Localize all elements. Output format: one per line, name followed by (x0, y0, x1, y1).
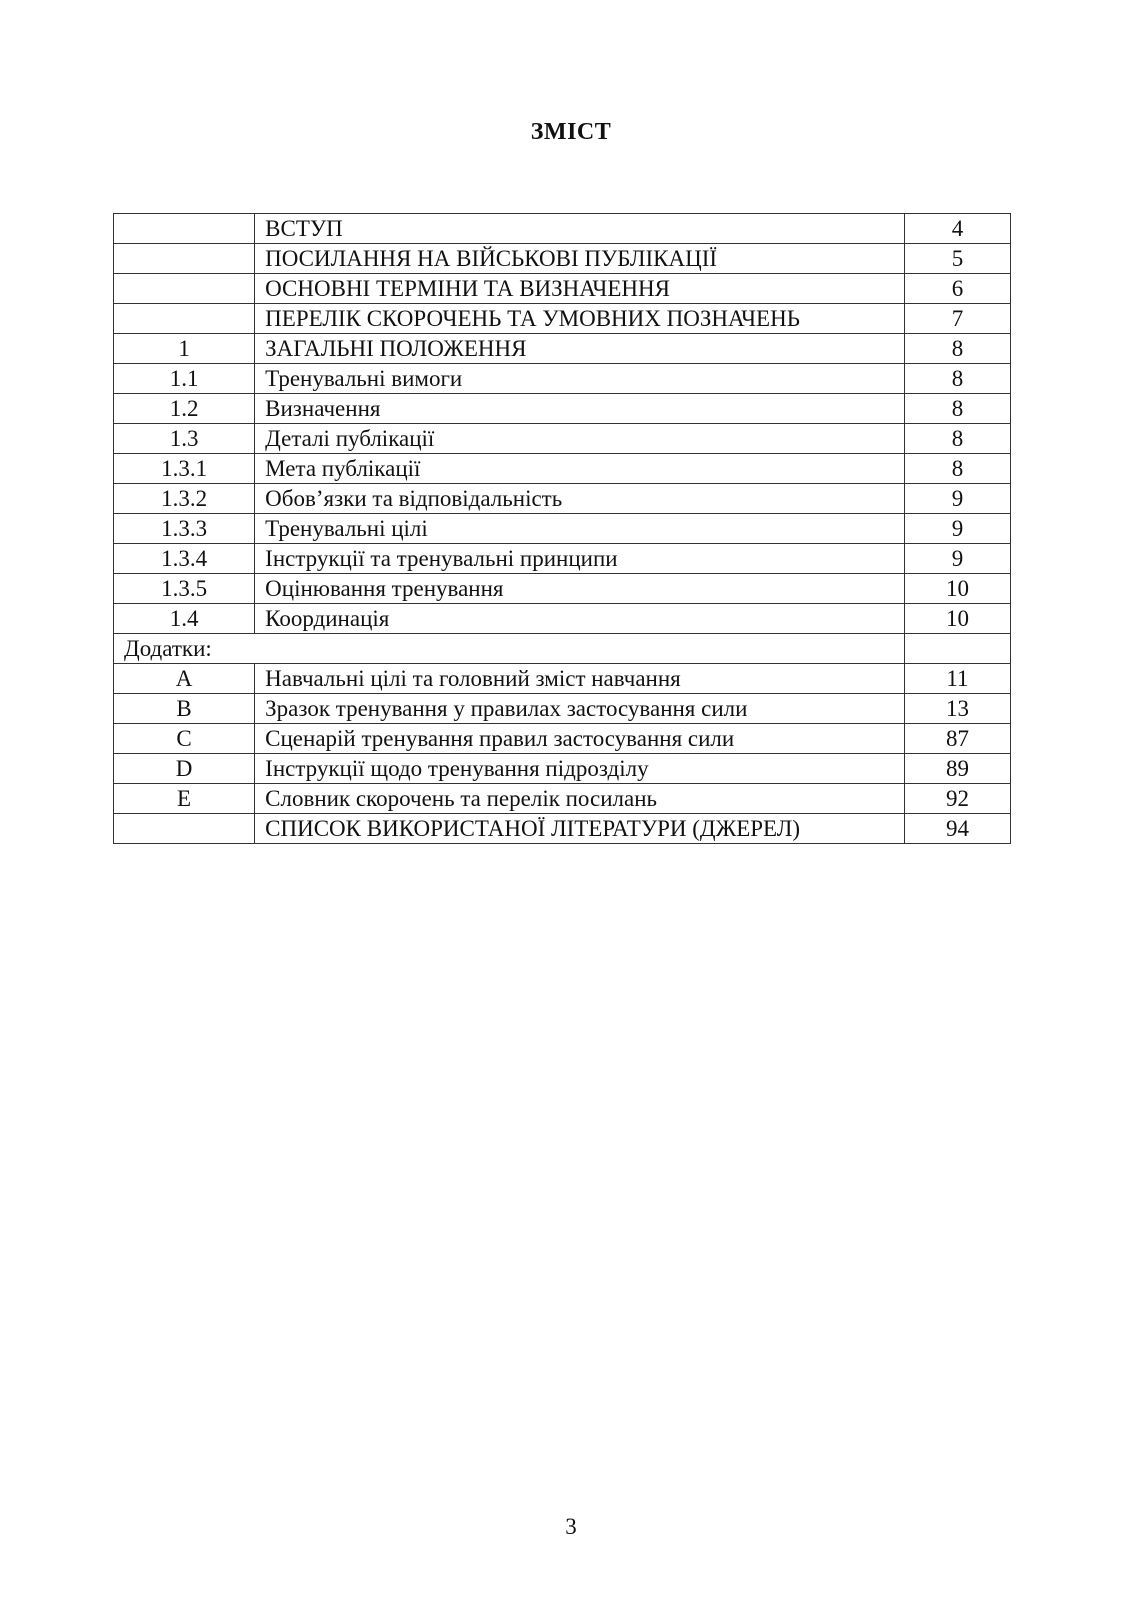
toc-row (114, 214, 1011, 244)
page-title: ЗМІСТ (530, 119, 612, 145)
appendix-letter: D (114, 754, 255, 784)
appendix-label: Додатки: (114, 634, 905, 664)
toc-section-number (114, 304, 255, 334)
toc-page-ref: 8 (904, 364, 1010, 394)
toc-row (114, 394, 1011, 424)
toc-section-number: 1.3 (114, 424, 255, 454)
toc-section-number (114, 244, 255, 274)
toc-page-ref: 87 (904, 724, 1010, 754)
toc-section-number: 1.1 (114, 364, 255, 394)
toc-section-number: 1.2 (114, 394, 255, 424)
toc-section-number: 1.4 (114, 604, 255, 634)
toc-row (114, 454, 1011, 484)
toc-row (114, 424, 1011, 454)
toc-section-title: Мета публікації (255, 454, 905, 484)
toc-section-title: ОСНОВНІ ТЕРМІНИ ТА ВИЗНАЧЕННЯ (255, 274, 905, 304)
toc-row (114, 514, 1011, 544)
appendix-title: Інструкції щодо тренування підрозділу (255, 754, 905, 784)
toc-appendix-row (114, 754, 1011, 784)
appendix-letter: C (114, 724, 255, 754)
toc-page-ref: 4 (904, 214, 1010, 244)
appendix-title: Словник скорочень та перелік посилань (255, 784, 905, 814)
toc-appendix-row (114, 664, 1011, 694)
toc-page-ref: 9 (904, 484, 1010, 514)
toc-row (114, 484, 1011, 514)
toc-section-number: 1.3.3 (114, 514, 255, 544)
toc-appendix-row (114, 724, 1011, 754)
toc-section-title: Тренувальні вимоги (255, 364, 905, 394)
toc-section-number: 1 (114, 334, 255, 364)
toc-row (114, 364, 1011, 394)
toc-appendix-row (114, 784, 1011, 814)
toc-section-title: Оцінювання тренування (255, 574, 905, 604)
toc-section-title: ПОСИЛАННЯ НА ВІЙСЬКОВІ ПУБЛІКАЦІЇ (255, 244, 905, 274)
toc-page-ref: 94 (904, 814, 1010, 844)
toc-page-ref: 9 (904, 544, 1010, 574)
toc-page-ref: 89 (904, 754, 1010, 784)
toc-section-number (114, 214, 255, 244)
toc-appendix-row (114, 694, 1011, 724)
appendix-title: Сценарій тренування правил застосування сили (255, 724, 905, 754)
toc-appendix-header-row (114, 634, 1011, 664)
toc-section-number: 1.3.2 (114, 484, 255, 514)
toc-page-ref: 92 (904, 784, 1010, 814)
toc-page-ref: 8 (904, 394, 1010, 424)
appendix-letter: A (114, 664, 255, 694)
table-of-contents (113, 213, 1011, 844)
toc-page-ref: 7 (904, 304, 1010, 334)
toc-section-title: ЗАГАЛЬНІ ПОЛОЖЕННЯ (255, 334, 905, 364)
toc-page-ref: 8 (904, 424, 1010, 454)
toc-section-number: 1.3.4 (114, 544, 255, 574)
toc-section-title: Інструкції та тренувальні принципи (255, 544, 905, 574)
toc-page-ref: 10 (904, 574, 1010, 604)
page-number: 3 (565, 1514, 577, 1539)
toc-page-ref: 10 (904, 604, 1010, 634)
toc-row (114, 274, 1011, 304)
toc-row (114, 544, 1011, 574)
toc-section-title: ВСТУП (255, 214, 905, 244)
appendix-title: Зразок тренування у правилах застосування сили (255, 694, 905, 724)
appendix-letter: B (114, 694, 255, 724)
toc-page-ref: 5 (904, 244, 1010, 274)
toc-section-number (114, 814, 255, 844)
toc-row (114, 604, 1011, 634)
toc-page-ref: 11 (904, 664, 1010, 694)
toc-page-ref-empty (904, 634, 1010, 664)
appendix-letter: E (114, 784, 255, 814)
toc-section-title: Координація (255, 604, 905, 634)
toc-section-title: СПИСОК ВИКОРИСТАНОЇ ЛІТЕРАТУРИ (ДЖЕРЕЛ) (255, 814, 905, 844)
toc-page-ref: 9 (904, 514, 1010, 544)
appendix-title: Навчальні цілі та головний зміст навчання (255, 664, 905, 694)
toc-section-title: Обов’язки та відповідальність (255, 484, 905, 514)
toc-row (114, 814, 1011, 844)
toc-section-number: 1.3.1 (114, 454, 255, 484)
toc-row (114, 244, 1011, 274)
toc-section-title: Визначення (255, 394, 905, 424)
toc-page-ref: 6 (904, 274, 1010, 304)
toc-section-number: 1.3.5 (114, 574, 255, 604)
toc-page-ref: 13 (904, 694, 1010, 724)
toc-row (114, 304, 1011, 334)
toc-page-ref: 8 (904, 454, 1010, 484)
toc-section-title: Тренувальні цілі (255, 514, 905, 544)
toc-row (114, 574, 1011, 604)
toc-page-ref: 8 (904, 334, 1010, 364)
toc-section-title: Деталі публікації (255, 424, 905, 454)
toc-row (114, 334, 1011, 364)
toc-section-title: ПЕРЕЛІК СКОРОЧЕНЬ ТА УМОВНИХ ПОЗНАЧЕНЬ (255, 304, 905, 334)
toc-section-number (114, 274, 255, 304)
